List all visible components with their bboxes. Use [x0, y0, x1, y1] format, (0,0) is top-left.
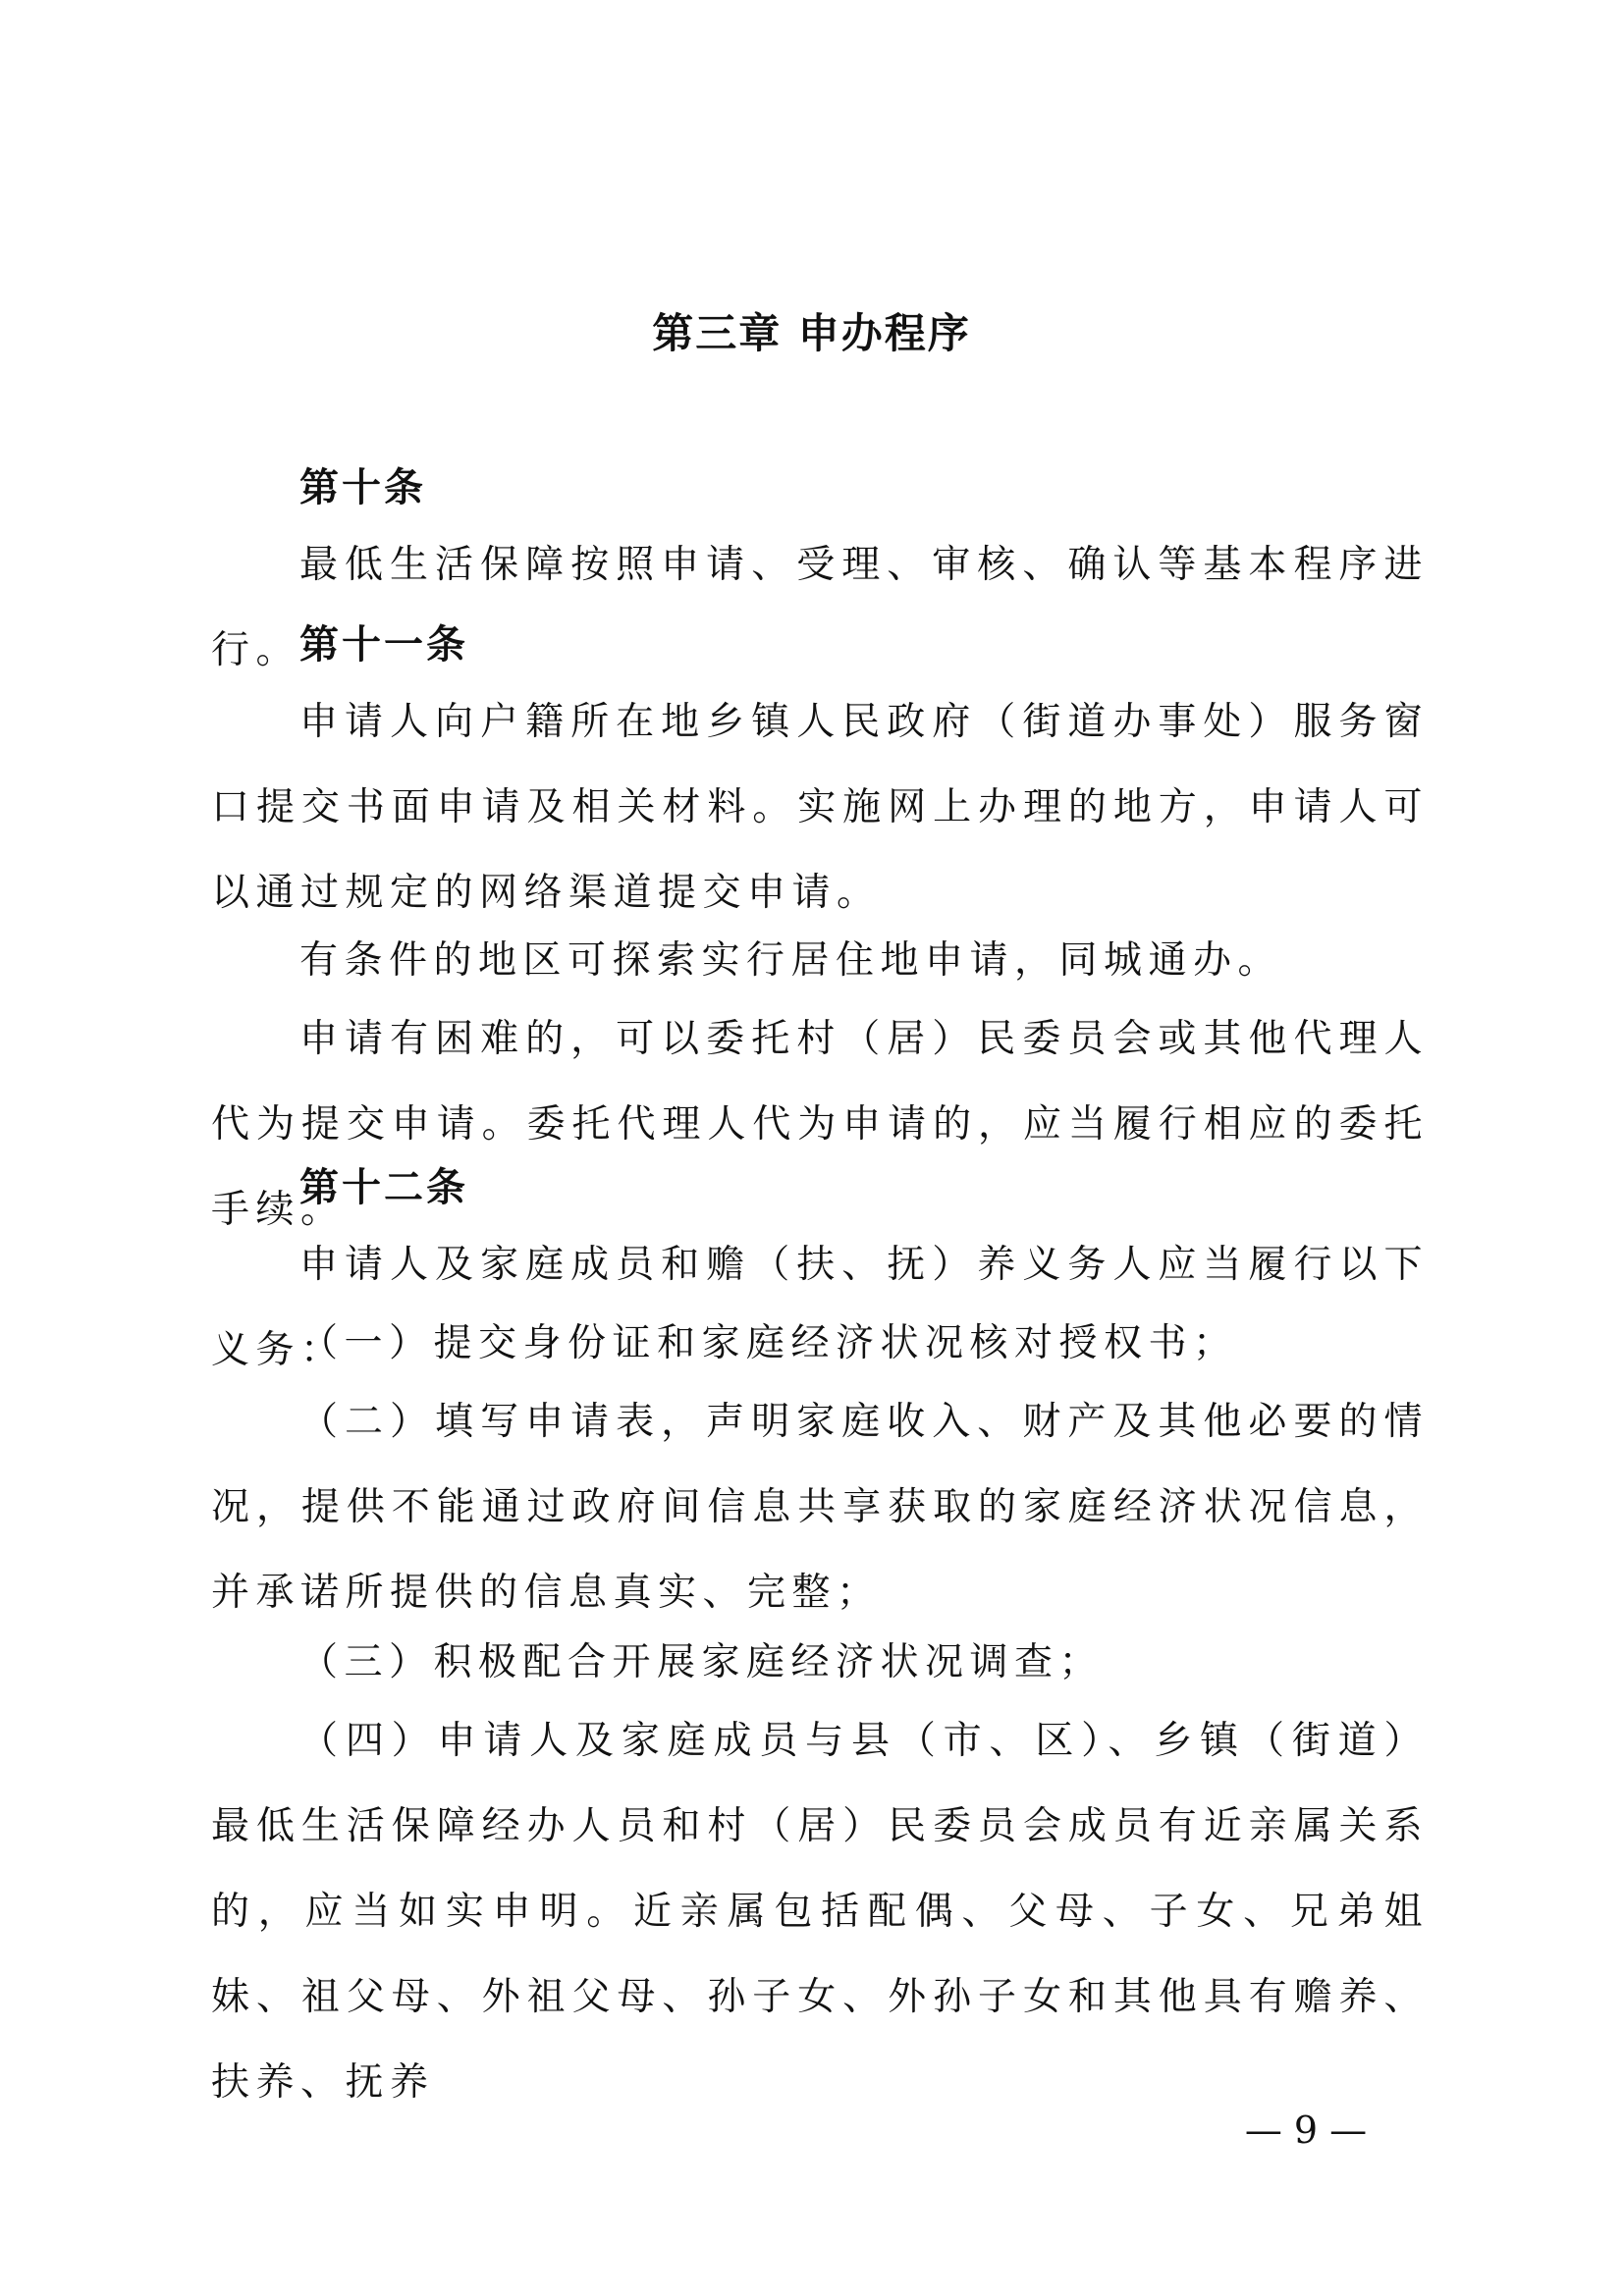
chapter-title: 第三章 申办程序 — [652, 309, 971, 357]
article-heading-11: 第十一条 — [299, 622, 468, 667]
article-12-item-4: （四）申请人及家庭成员与县（市、区）、乡镇（街道）最低生活保障经办人员和村（居）民委员会成员有近亲属关系的，应当如实申明。近亲属包括配偶、父母、子女、兄弟姐妹、祖父母、外祖父母、孙子女、外孙子女和其他具有赡养、扶养、抚养 — [211, 1719, 1429, 2105]
article-12-item-2: （二）填写申请表，声明家庭收入、财产及其他必要的情况，提供不能通过政府间信息共享获取的家庭经济状况信息，并承诺所提供的信息真实、完整； — [211, 1400, 1429, 1615]
article-12-paragraph-1: 申请人及家庭成员和赡（扶、抚）养义务人应当履行以下义务： — [211, 1243, 1429, 1372]
article-11-paragraph-3: 申请有困难的，可以委托村（居）民委员会或其他代理人代为提交申请。委托代理人代为申请的，应当履行相应的委托手续。 — [211, 1017, 1429, 1232]
page-number: — 9 — — [1244, 2109, 1368, 2152]
article-12-item-3: （三）积极配合开展家庭经济状况调查； — [299, 1640, 1105, 1684]
article-12-item-1: （一）提交身份证和家庭经济状况核对授权书； — [299, 1321, 1238, 1365]
article-heading-12: 第十二条 — [299, 1165, 468, 1210]
article-11-paragraph-2: 有条件的地区可探索实行居住地申请，同城通办。 — [299, 938, 1283, 983]
article-11-paragraph-1: 申请人向户籍所在地乡镇人民政府（街道办事处）服务窗口提交书面申请及相关材料。实施网上办理的地方，申请人可以通过规定的网络渠道提交申请。 — [211, 700, 1429, 915]
article-10-paragraph-1: 最低生活保障按照申请、受理、审核、确认等基本程序进行。 — [211, 543, 1429, 672]
article-heading-10: 第十条 — [299, 465, 426, 510]
